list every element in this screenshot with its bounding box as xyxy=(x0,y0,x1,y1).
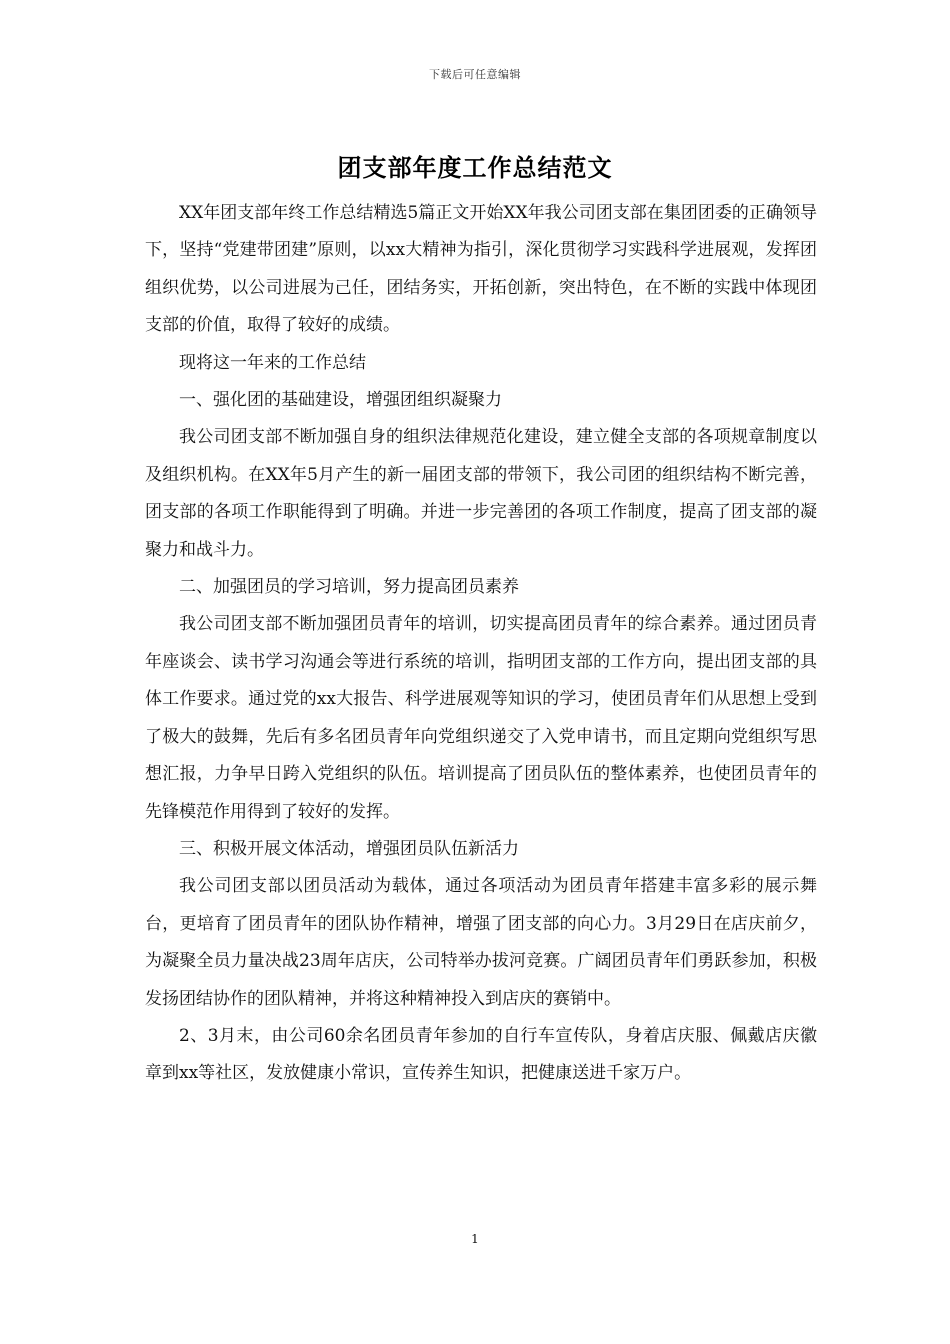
page-header-note: 下载后可任意编辑 xyxy=(429,68,521,81)
section-heading-1: 一、强化团的基础建设，增强团组织凝聚力 xyxy=(179,390,502,411)
section-heading-2: 二、加强团员的学习培训，努力提高团员素养 xyxy=(179,577,519,598)
paragraph-summary-lead: 现将这一年来的工作总结 xyxy=(179,352,366,373)
paragraph-section-2: 我公司团支部不断加强团员青年的培训，切实提高团员青年的综合素养。通过团员青年座谈会、读书学习沟通会等进行系统的培训，指明团支部的工作方向，提出团支部的具体工作要求。通过党的xx大报告、科学进展观等知识的学习，使团员青年们从思想上受到了极大的鼓舞，先后有多名团员青年向党组织递交了入党申请书，而且定期向党组织写思想汇报，力争早日跨入党组织的队伍。培训提高了团员队伍的整体素养，也使团员青年的先锋模范作用得到了较好的发挥。 xyxy=(145,614,817,822)
section-heading-3: 三、积极开展文体活动，增强团员队伍新活力 xyxy=(179,838,519,859)
document-body xyxy=(145,195,817,1093)
page-number: 1 xyxy=(471,1232,479,1246)
paragraph-intro: XX年团支部年终工作总结精选5篇正文开始XX年我公司团支部在集团团委的正确领导下，坚持“党建带团建”原则，以xx大精神为指引，深化贯彻学习实践科学进展观，发挥团组织优势，以公司进展为己任，团结务实，开拓创新，突出特色，在不断的实践中体现团支部的价值，取得了较好的成绩。 xyxy=(145,203,817,336)
paragraph-section-3-item-2: 2、3月末，由公司60余名团员青年参加的自行车宣传队，身着店庆服、佩戴店庆徽章到xx等社区，发放健康小常识，宣传养生知识，把健康送进千家万户。 xyxy=(145,1025,817,1084)
paragraph-section-1: 我公司团支部不断加强自身的组织法律规范化建设，建立健全支部的各项规章制度以及组织机构。在XX年5月产生的新一届团支部的带领下，我公司团的组织结构不断完善，团支部的各项工作职能得到了明确。并进一步完善团的各项工作制度，提高了团支部的凝聚力和战斗力。 xyxy=(145,427,817,560)
document-title: 团支部年度工作总结范文 xyxy=(337,153,613,182)
paragraph-section-3: 我公司团支部以团员活动为载体，通过各项活动为团员青年搭建丰富多彩的展示舞台，更培育了团员青年的团队协作精神，增强了团支部的向心力。3月29日在店庆前夕，为凝聚全员力量决战23周年店庆，公司特举办拔河竞赛。广阔团员青年们勇跃参加，积极发扬团结协作的团队精神，并将这种精神投入到店庆的赛销中。 xyxy=(145,876,817,1009)
